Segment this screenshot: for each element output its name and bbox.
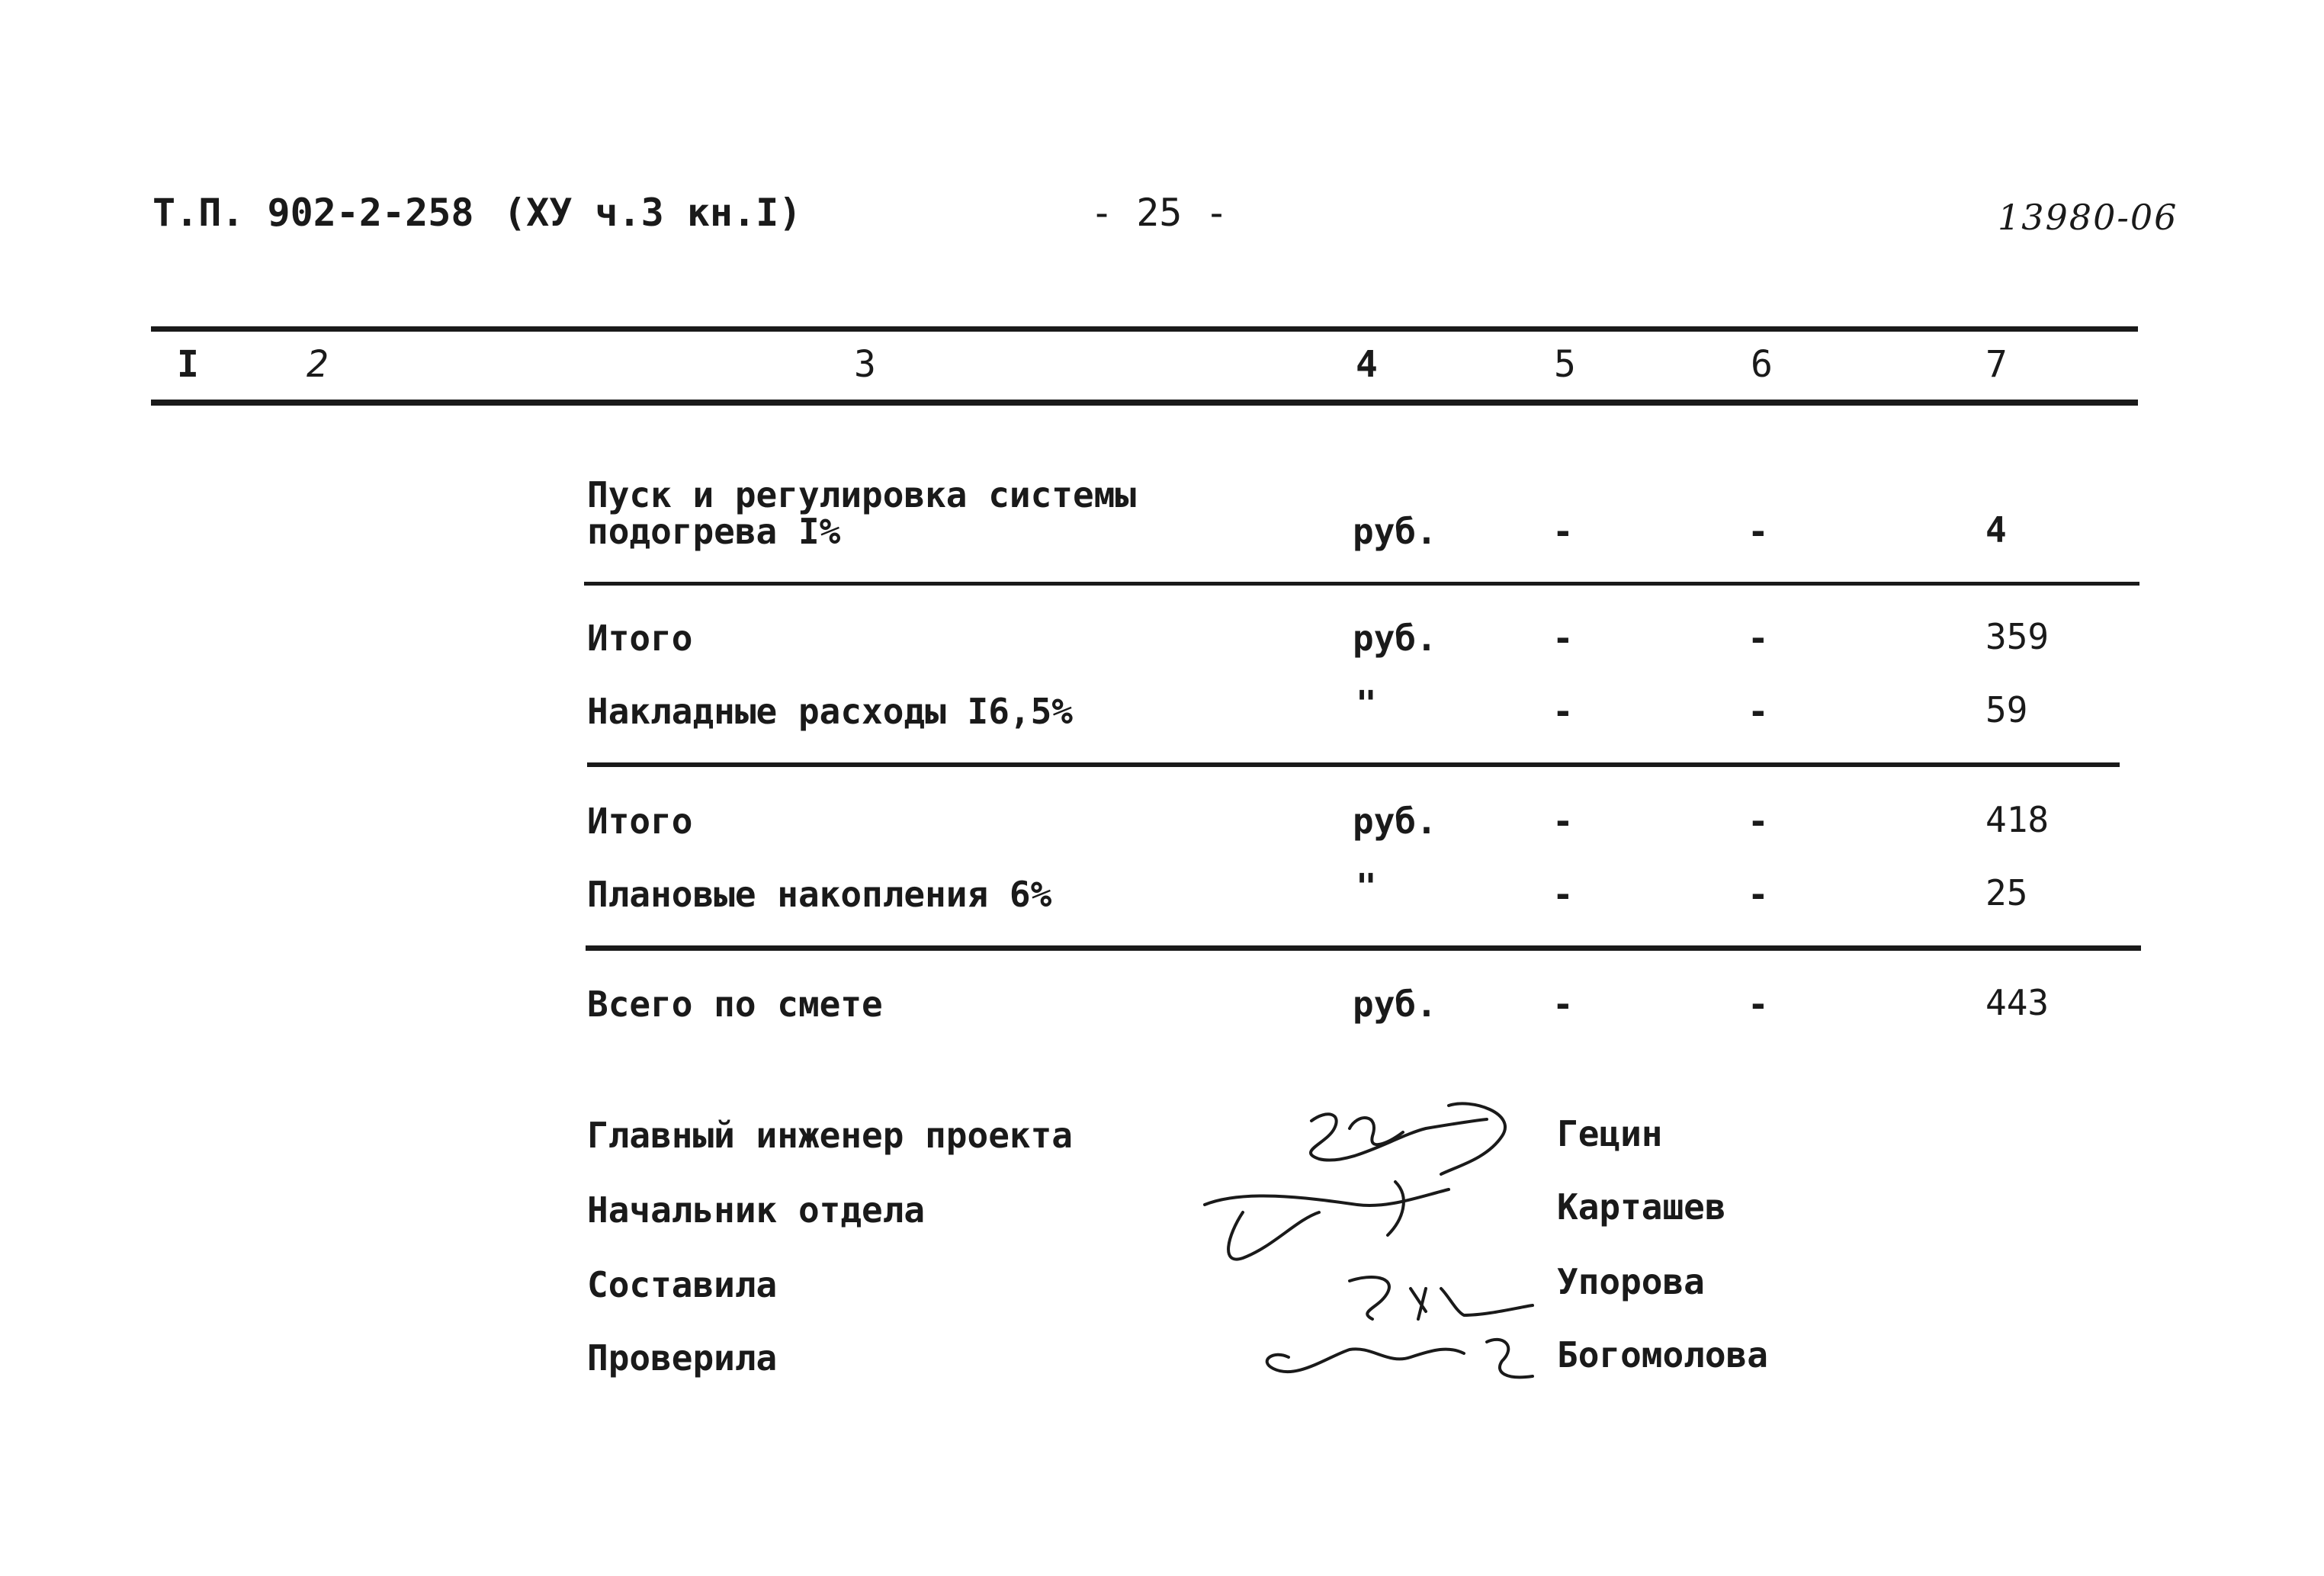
row-name: Плановые накопления 6% [587,874,1052,915]
handwritten-signatures [1197,1083,1555,1403]
row-col5: - [1552,618,1574,659]
grand-total-value: 443 [1985,982,2050,1023]
archive-number: 13980-06 [1998,197,2178,238]
row-unit: руб. [1353,618,1437,659]
signature-name: Карташев [1557,1186,1726,1228]
row-col5: - [1552,984,1574,1025]
signature-name: Гецин [1557,1113,1663,1154]
row-separator-1 [584,582,2139,586]
row-unit: руб. [1353,511,1437,552]
row-col6: - [1748,691,1769,732]
row-name: Накладные расходы I6,5% [587,691,1073,732]
grand-total-label: Всего по смете [587,984,883,1025]
row-col5: - [1552,511,1574,552]
column-number-6: 6 [1751,343,1773,386]
row-name: Итого [587,618,693,659]
signature-name: Богомолова [1557,1334,1768,1375]
row-name: Итого [587,801,693,842]
row-unit: руб. [1353,801,1437,842]
column-number-3: 3 [854,343,876,386]
table-header-bottom-rule [151,400,2138,406]
row-separator-2 [587,762,2120,767]
row-total: 25 [1985,872,2028,913]
row-col6: - [1748,984,1769,1025]
column-number-5: 5 [1554,343,1576,386]
row-total: 59 [1985,689,2028,730]
row-unit-ditto: " [1356,866,1377,907]
signature-role: Начальник отдела [587,1189,926,1231]
row-total: 4 [1985,509,2007,550]
row-name-line1: Пуск и регулировка системы [587,474,1137,515]
row-col6: - [1748,618,1769,659]
row-col5: - [1552,874,1574,915]
signature-role: Составила [587,1264,778,1305]
row-total: 359 [1985,616,2050,657]
column-number-2: 2 [307,343,329,386]
row-col5: - [1552,801,1574,842]
row-name-line2: подогрева I% [587,511,841,552]
row-col6: - [1748,801,1769,842]
column-number-4: 4 [1356,343,1378,386]
column-number-1: I [177,343,199,386]
column-number-7: 7 [1985,343,2008,386]
volume-ref: (ХУ ч.3 кн.I) [503,191,802,235]
row-unit-ditto: " [1356,683,1377,724]
signature-role: Главный инженер проекта [587,1115,1073,1156]
row-col5: - [1552,691,1574,732]
row-col6: - [1748,874,1769,915]
doc-code: Т.П. 902-2-258 [152,191,474,235]
signature-name: Упорова [1557,1261,1705,1302]
row-col6: - [1748,511,1769,552]
table-top-rule [151,326,2138,332]
row-total: 418 [1985,799,2050,840]
row-unit: руб. [1353,984,1437,1025]
page-number: - 25 - [1090,191,1228,235]
signature-role: Проверила [587,1337,778,1379]
row-separator-3 [586,945,2141,951]
